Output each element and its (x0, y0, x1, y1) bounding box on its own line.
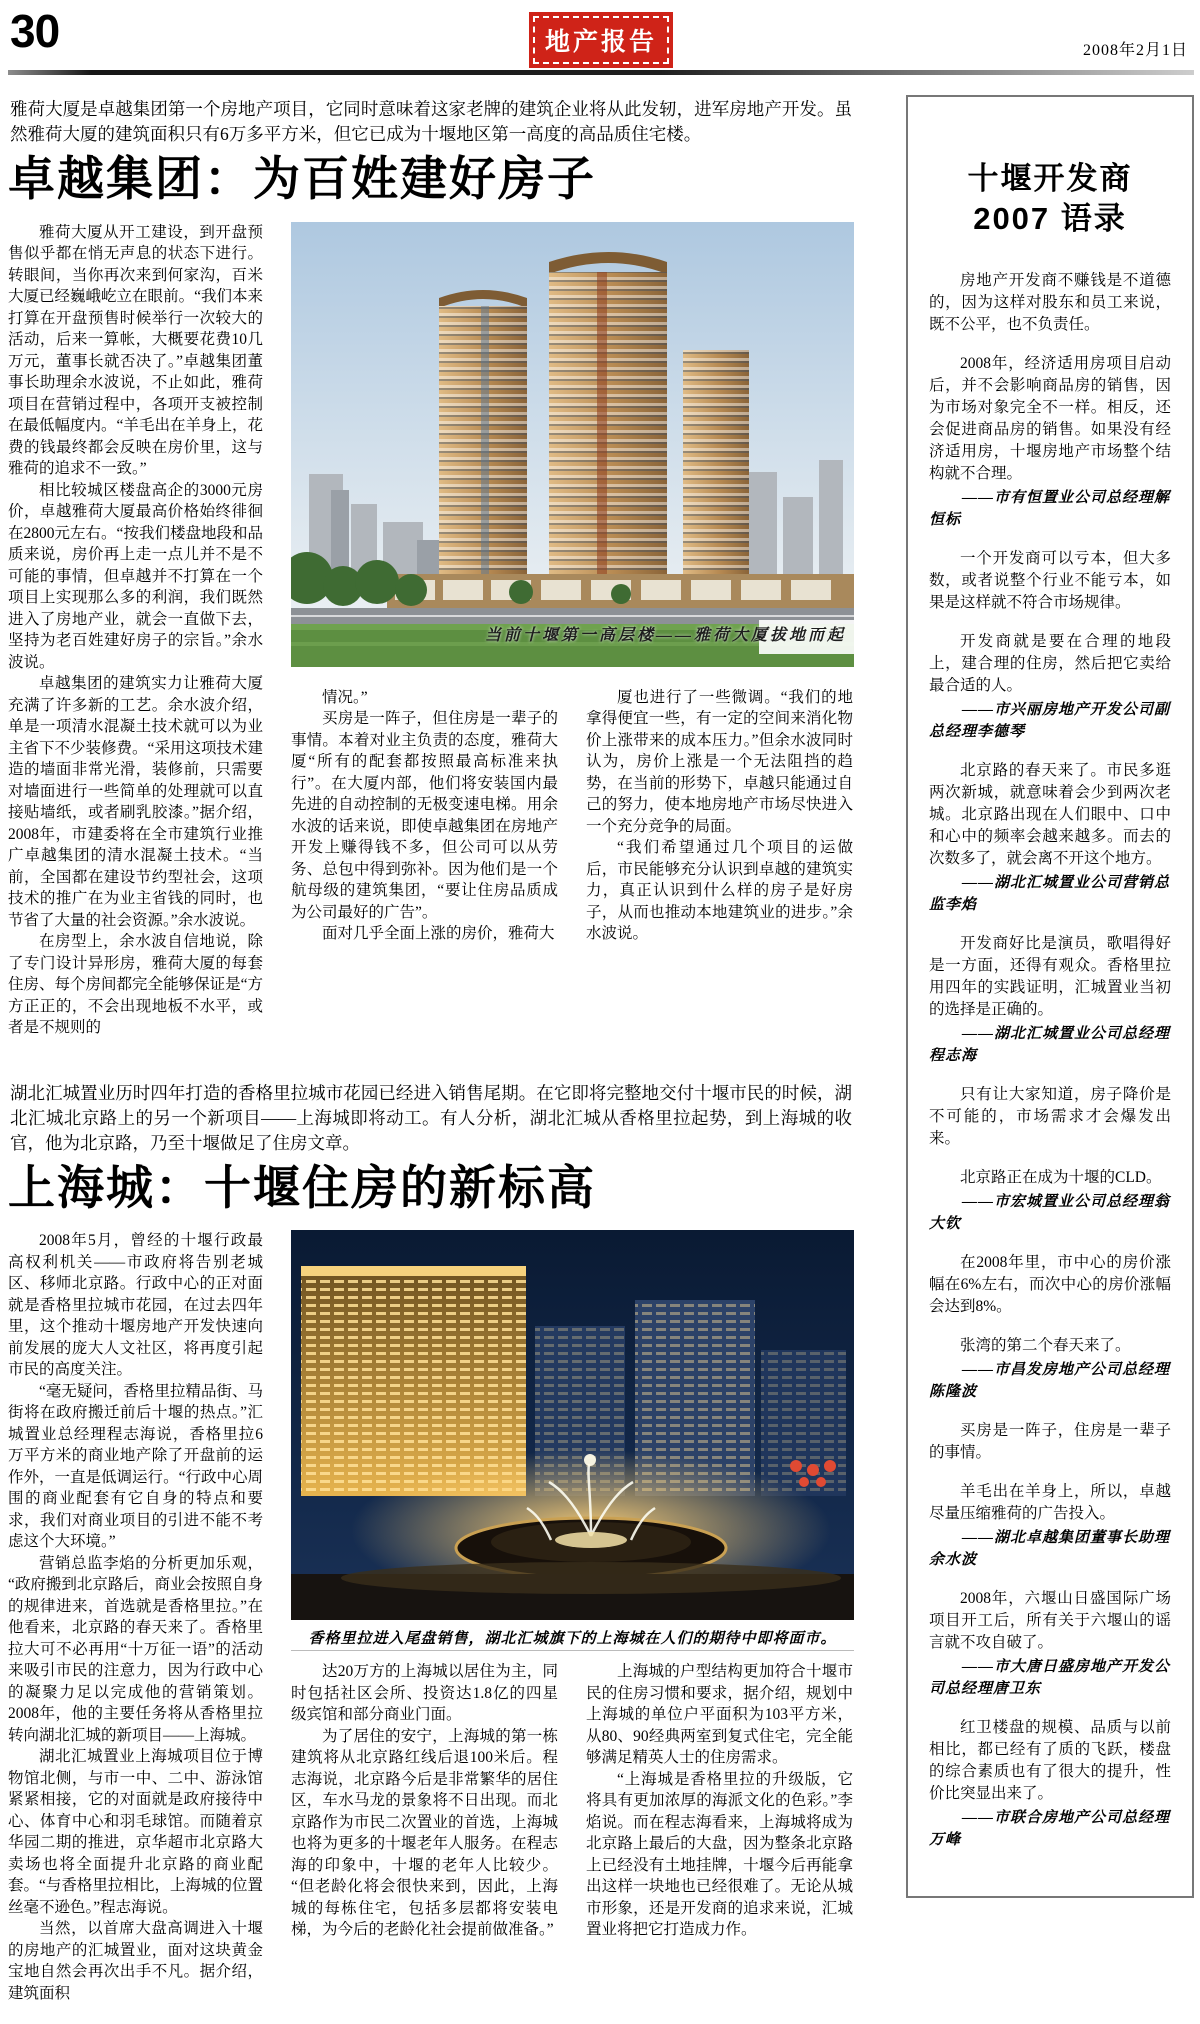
articles-area (8, 93, 854, 2004)
paragraph: 卓越集团的建筑实力让雅荷大厦充满了许多新的工艺。余水波介绍，单是一项清水混凝土技术就可以为业主省下不少装修费。“采用这项技术建造的墙面非常光滑，装修前，只需要对墙面进行一些简单的处理就可以直接贴墙纸，或者刷乳胶漆。”据介绍，2008年，市建委将在全市建筑行业推广卓越集团的清水混凝土技术。“当前，全国都在建设节约型社会，这项技术的推广在为业主省钱的同时，也节省了大量的社会资源。”余水波说。 (8, 675, 263, 929)
quote-text: 只有让大家知道，房子降价是不可能的，市场需求才会爆发出来。 (929, 1085, 1171, 1147)
article2-column1 (8, 1230, 263, 2004)
quote-attribution: ——市宏城置业公司总经理翁大钦 (929, 1193, 1171, 1232)
article2-headline: 上海城：十堰住房的新标高 (8, 1160, 596, 1214)
quote-item (929, 548, 1171, 614)
paragraph: 当然，以首席大盘高调进入十堰的房地产的汇城置业，面对这块黄金宝地自然会再次出手不凡。据介绍，建筑面积 (8, 1920, 263, 2002)
quote-item (929, 353, 1171, 531)
quote-text: 红卫楼盘的规模、品质与以前相比，都已经有了质的飞跃，楼盘的综合素质也有了很大的提升，性价比突显出来了。 (929, 1718, 1171, 1802)
quote-text: 买房是一阵子，住房是一辈子的事情。 (929, 1421, 1171, 1461)
article-shanghaicheng (8, 1081, 854, 2005)
quote-item (929, 1167, 1171, 1235)
article2-column3 (586, 1661, 853, 1941)
quote-attribution: ——市昌发房地产公司总经理陈隆波 (929, 1361, 1171, 1400)
page-date: 2008年2月1日 (1082, 42, 1188, 59)
paragraph: 达20万方的上海城以居住为主，同时包括社区会所、投资达1.8亿的四星级宾馆和部分商业门面。 (291, 1663, 558, 1724)
quote-item (929, 270, 1171, 336)
paragraph: 情况。” (322, 688, 368, 706)
quote-item (929, 1717, 1171, 1851)
quote-text: 开发商就是要在合理的地段上，建合理的住房，然后把它卖给最合适的人。 (929, 632, 1171, 694)
quote-attribution: ——湖北卓越集团董事长助理余水波 (929, 1529, 1171, 1568)
paragraph: “我们希望通过几个项目的运做后，市民能够充分认识到卓越的建筑实力，真正认识到什么样的房子是好房子，从而也推动本地建筑业的进步。”余水波说。 (586, 839, 853, 943)
quote-item (929, 933, 1171, 1067)
page-header (8, 5, 1194, 64)
masthead-badge: 地产报告 (533, 16, 669, 64)
quote-item (929, 1084, 1171, 1150)
quote-text: 羊毛出在羊身上，所以，卓越尽量压缩雅荷的广告投入。 (929, 1482, 1171, 1522)
article1-intro: 雅荷大厦是卓越集团第一个房地产项目，它同时意味着这家老牌的建筑企业将从此发轫，进军房地产开发。虽然雅荷大厦的建筑面积只有6万多平方米，但它已成为十堰地区第一高度的高品质住宅楼。 (10, 99, 852, 144)
paragraph: 上海城的户型结构更加符合十堰市民的住房习惯和要求，据介绍，规划中上海城的单位户平面积为103平方米，从80、90经典两室到复式住宅，完全能够满足精英人士的住房需求。 (586, 1663, 853, 1767)
quote-text: 2008年，六堰山日盛国际广场项目开工后，所有关于六堰山的谣言就不攻自破了。 (929, 1589, 1171, 1651)
quote-item (929, 1481, 1171, 1571)
quote-text: 在2008年里，市中心的房价涨幅在6%左右，而次中心的房价涨幅会达到8%。 (929, 1253, 1171, 1315)
article-yahe (8, 97, 854, 1039)
quote-item (929, 631, 1171, 743)
sidebar-quotes-box (906, 95, 1194, 1898)
article1-headline: 卓越集团：为百姓建好房子 (8, 152, 596, 205)
article2-intro: 湖北汇城置业历时四年打造的香格里拉城市花园已经进入销售尾期。在它即将完整地交付十堰市民的时候，湖北汇城北京路上的另一个新项目——上海城即将动工。有人分析，湖北汇城从香格里拉起势，到上海城的收官，他为北京路，乃至十堰做足了住房文章。 (10, 1082, 852, 1153)
paragraph: 相比较城区楼盘高企的3000元房价，卓越雅荷大厦最高价格始终徘徊在2800元左右。“按我们楼盘地段和品质来说，房价再上走一点儿并不是不可能的事情，但卓越并不打算在一个项目上实现那么多的利润，我们既然进入了房地产业，就会一直做下去，坚持为老百姓建好房子的宗旨。”余水波说。 (8, 481, 263, 671)
quote-item (929, 1252, 1171, 1318)
sidebar-title-line1: 十堰开发商 (967, 161, 1133, 196)
paragraph: 为了居住的安宁，上海城的第一栋建筑将从北京路红线后退100米后。程志海说，北京路今后是非常繁华的居住区，车水马龙的景象将不日出现。而北京路作为市民二次置业的首选，上海城也将为更多的十堰老年人服务。在程志海的印象中，十堰的老年人比较少。“但老龄化将会很快来到，因此，上海城的每栋住宅，包括多层都将安装电梯，为今后的老龄化社会提前做准备。” (291, 1727, 558, 1939)
sidebar-title (929, 159, 1171, 240)
paragraph: 湖北汇城置业上海城项目位于博物馆北侧，与市一中、二中、游泳馆紧紧相接，它的对面就是政府接待中心、体育中心和羽毛球馆。而随着京华园二期的推进，京华超市北京路大卖场也将全面提升北京路的商业配套。“与香格里拉相比，上海城的位置丝毫不逊色。”程志海说。 (8, 1748, 263, 1916)
page-number: 30 (10, 5, 60, 57)
header-rule (8, 70, 1194, 75)
paragraph: 2008年5月，曾经的十堰行政最高权利机关——市政府将告别老城区、移师北京路。行政中心的正对面就是香格里拉城市花园，在过去四年里，这个推动十堰房地产开发快速向前发展的庞大人文社区，将再度引起市民的高度关注。 (8, 1232, 263, 1379)
quote-text: 2008年，经济适用房项目启动后，并不会影响商品房的销售，因为市场对象完全不一样。相反，还会促进商品房的销售。如果没有经济适用房，十堰房地产市场整个结构就不合理。 (929, 354, 1171, 482)
quote-attribution: ——湖北汇城置业公司营销总监李焰 (929, 874, 1171, 913)
quote-item (929, 760, 1171, 916)
quote-attribution: ——市有恒置业公司总经理解恒标 (929, 489, 1171, 528)
paragraph: “上海城是香格里拉的升级版，它将具有更加浓厚的海派文化的色彩。”李焰说。而在程志海看来，上海城将成为北京路上最后的大盘，因为整条北京路上已经没有土地挂牌，十堰今后再能拿出这样一块地也已经很难了。无论从城市形象，还是开发商的追求来说，汇城置业将把它打造成力作。 (586, 1770, 853, 1939)
article2-column2 (291, 1661, 558, 1941)
article1-photo-caption: 当前十堰第一高层楼——雅荷大厦拔地而起 (484, 626, 846, 644)
quote-text: 张湾的第二个春天来了。 (960, 1336, 1131, 1354)
yahe-tower-photo (291, 222, 854, 667)
paragraph: “毫无疑问，香格里拉精品街、马街将在政府搬迁前后十堰的热点。”汇城置业总经理程志海说，香格里拉6万平方米的商业地产除了开盘前的运作外，一直是低调运行。“行政中心周围的商业配套有它自身的特点和要求，我们对商业项目的引进不能不考虑这个大环境。” (8, 1382, 263, 1551)
paragraph: 面对几乎全面上涨的房价，雅荷大 (322, 925, 555, 943)
article1-column3 (586, 687, 853, 945)
paragraph: 营销总监李焰的分析更加乐观，“政府搬到北京路后，商业会按照自身的规律进来，首选就是香格里拉。”在他看来，北京路的春天来了。香格里拉大可不必再用“十万征一语”的活动来吸引市民的注意力，因为行政中心的凝聚力足以完成他的营销策划。2008年，他的主要任务将从香格里拉转向湖北汇城的新项目——上海城。 (8, 1554, 263, 1744)
quote-item (929, 1588, 1171, 1700)
quote-attribution: ——市兴丽房地产开发公司副总经理李德琴 (929, 701, 1171, 740)
article1-column1 (8, 222, 263, 1039)
quote-attribution: ——市大唐日盛房地产开发公司总经理唐卫东 (929, 1658, 1171, 1697)
quote-text: 房地产开发商不赚钱是不道德的，因为这样对股东和员工来说，既不公平，也不负责任。 (929, 271, 1171, 333)
paragraph: 在房型上，余水波自信地说，除了专门设计异形房，雅荷大厦的每套住房、每个房间都完全能够保证是“方方正正的，不会出现地板不水平，或者是不规则的 (8, 933, 263, 1037)
shanghai-city-night-photo (291, 1230, 854, 1620)
article2-photo-caption: 香格里拉进入尾盘销售，湖北汇城旗下的上海城在人们的期待中即将面市。 (291, 1620, 854, 1651)
quote-text: 北京路正在成为十堰的CLD。 (960, 1168, 1162, 1186)
paragraph: 买房是一阵子，但住房是一辈子的事情。本着对业主负责的态度，雅荷大厦“所有的配套都按照最高标准来执行”。在大厦内部，他们将安装国内最先进的自动控制的无极变速电梯。用余水波的话来说，即使卓越集团在房地产开发上赚得钱不多，但公司可以从劳务、总包中得到弥补。因为他们是一个航母级的建筑集团，“要让住房品质成为公司最好的广告”。 (291, 710, 558, 921)
paragraph: 雅荷大厦从开工建设，到开盘预售似乎都在悄无声息的状态下进行。转眼间，当你再次来到何家沟，百米大厦已经巍峨屹立在眼前。“我们本来打算在开盘预售时候举行一次较大的活动，后来一算帐，大概要花费10几万元，董事长就否决了。”卓越集团董事长助理余水波说，不止如此，雅荷项目在营销过程中，各项开支被控制在最低幅度内。“羊毛出在羊身上，花费的钱最终都会反映在房价里，这与雅荷的追求不一致。” (8, 223, 263, 478)
quote-text: 北京路的春天来了。市民多逛两次新城，就意味着会少到两次老城。北京路出现在人们眼中、口中和心中的频率会越来越多。而去的次数多了，就会离不开这个地方。 (929, 761, 1171, 867)
quote-attribution: ——市联合房地产公司总经理万峰 (929, 1809, 1171, 1848)
sidebar-title-line2: 2007 语录 (973, 201, 1127, 237)
quote-text: 一个开发商可以亏本，但大多数，或者说整个行业不能亏本，如果是这样就不符合市场规律。 (929, 549, 1171, 611)
quote-attribution: ——湖北汇城置业公司总经理程志海 (929, 1025, 1171, 1064)
quote-item (929, 1335, 1171, 1403)
article1-column2 (291, 687, 558, 945)
quote-text: 开发商好比是演员，歌唱得好是一方面，还得有观众。香格里拉用四年的实践证明，汇城置业当初的选择是正确的。 (929, 934, 1171, 1018)
paragraph: 厦也进行了一些微调。“我们的地拿得便宜一些，有一定的空间来消化物价上涨带来的成本压力。”但余水波同时认为，房价上涨是一个无法阻挡的趋势，在当前的形势下，卓越只能通过自己的努力，使本地房地产市场尽快进入一个充分竞争的局面。 (586, 688, 853, 835)
quote-item (929, 1420, 1171, 1464)
